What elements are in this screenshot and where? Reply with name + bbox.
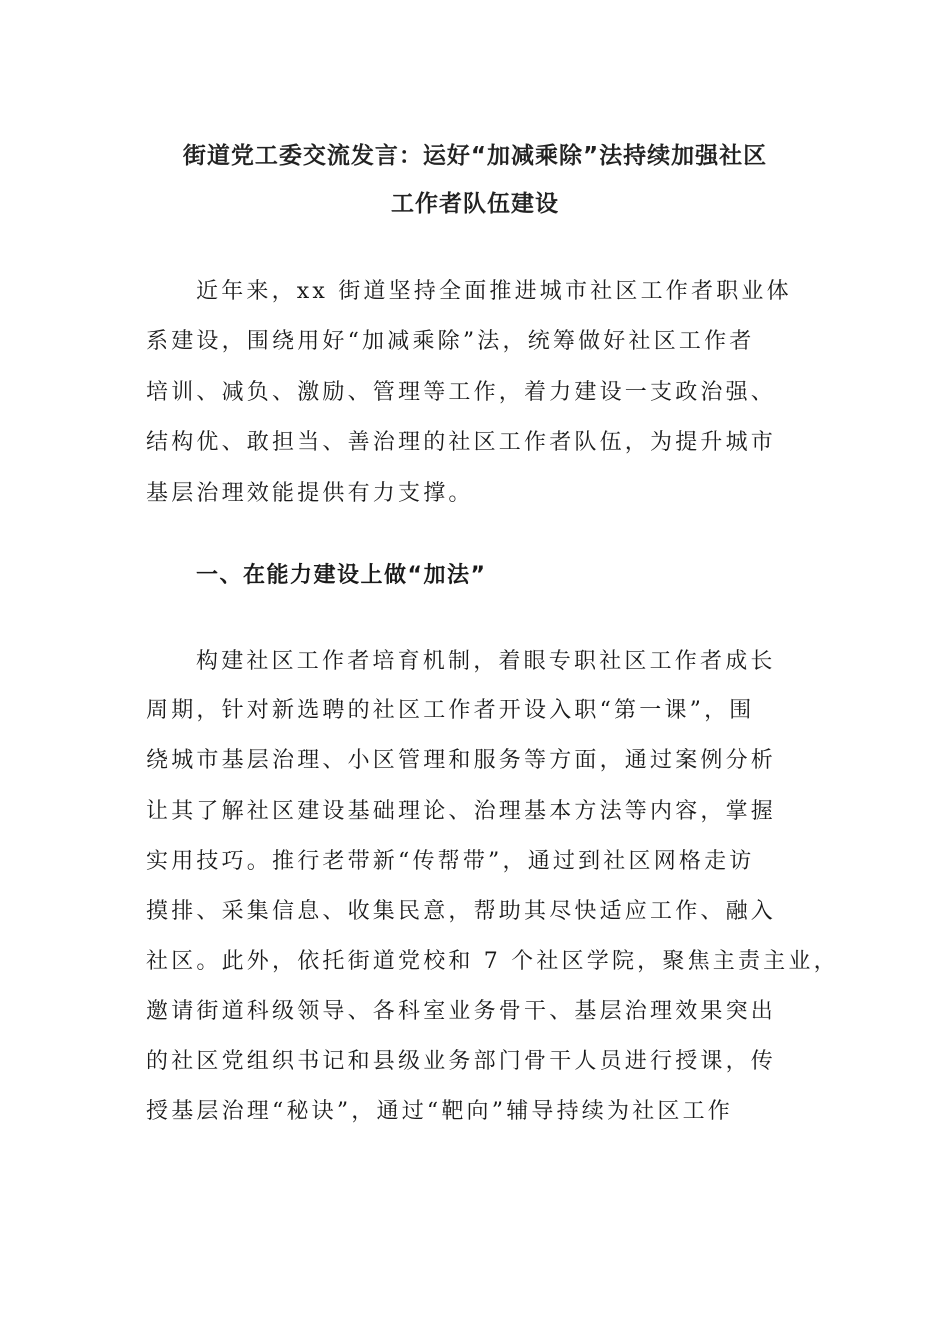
document-title-line-2: 工作者队伍建设 bbox=[391, 191, 559, 217]
section-paragraph-line: 让其了解社区建设基础理论、治理基本方法等内容，掌握 bbox=[146, 799, 777, 824]
section-paragraph-line: 摸排、采集信息、收集民意，帮助其尽快适应工作、融入 bbox=[146, 899, 777, 924]
section-paragraph-line: 邀请街道科级领导、各科室业务骨干、基层治理效果突出 bbox=[146, 999, 777, 1024]
section-paragraph-line: 实用技巧。推行老带新“传帮带”，通过到社区网格走访 bbox=[146, 849, 755, 874]
intro-paragraph-line: 结构优、敢担当、善治理的社区工作者队伍，为提升城市 bbox=[146, 430, 777, 455]
document-title-line-1: 街道党工委交流发言：运好“加减乘除”法持续加强社区 bbox=[182, 143, 768, 169]
section-paragraph-line: 授基层治理“秘诀”，通过“靶向”辅导持续为社区工作 bbox=[146, 1099, 733, 1124]
section-heading: 一、在能力建设上做“加法” bbox=[196, 563, 487, 588]
section-paragraph-line: 周期，针对新选聘的社区工作者开设入职“第一课”，围 bbox=[146, 698, 755, 723]
section-paragraph-line: 绕城市基层治理、小区管理和服务等方面，通过案例分析 bbox=[146, 748, 777, 773]
section-paragraph-line: 社区。此外，依托街道党校和 7 个社区学院，聚焦主责主业， bbox=[146, 949, 839, 974]
section-paragraph-line: 构建社区工作者培育机制，着眼专职社区工作者成长 bbox=[196, 649, 776, 674]
intro-paragraph-line: 近年来，xx 街道坚持全面推进城市社区工作者职业体 bbox=[196, 279, 792, 304]
intro-paragraph-line: 培训、减负、激励、管理等工作，着力建设一支政治强、 bbox=[146, 380, 777, 405]
section-paragraph-line: 的社区党组织书记和县级业务部门骨干人员进行授课，传 bbox=[146, 1049, 777, 1074]
intro-paragraph-line: 系建设，围绕用好“加减乘除”法，统筹做好社区工作者 bbox=[146, 329, 755, 354]
intro-paragraph-line: 基层治理效能提供有力支撑。 bbox=[146, 481, 474, 506]
